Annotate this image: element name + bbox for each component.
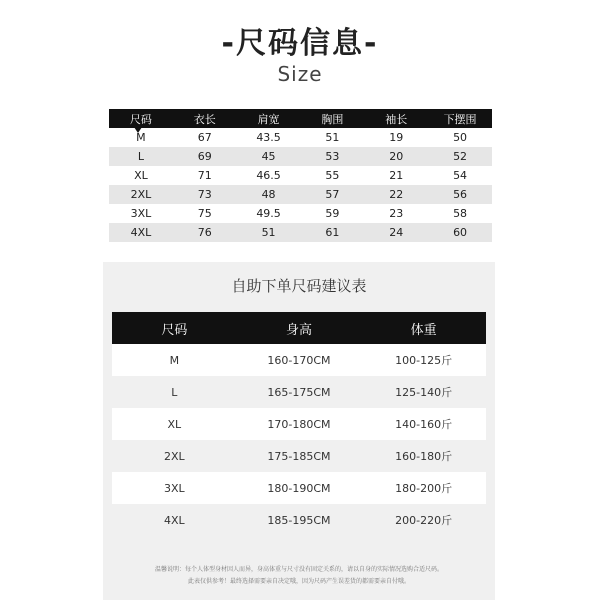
table-row [109, 223, 492, 242]
table-cell: 21 [364, 166, 428, 185]
table-cell: 50 [428, 128, 492, 147]
size-table-header [109, 109, 492, 128]
table-cell: 3XL [112, 472, 237, 504]
shoulder-col-header: 肩宽 [237, 109, 301, 128]
table-cell: 54 [428, 166, 492, 185]
table-cell: 75 [173, 204, 237, 223]
weight-col-header: 体重 [361, 312, 486, 344]
table-cell: 69 [173, 147, 237, 166]
table-cell: 55 [300, 166, 364, 185]
table-cell: 3XL [109, 204, 173, 223]
table-cell: 71 [173, 166, 237, 185]
table-cell: M [109, 128, 173, 147]
table-row [109, 166, 492, 185]
table-row [112, 344, 486, 376]
table-cell: 20 [364, 147, 428, 166]
table-cell: 200-220斤 [361, 504, 486, 536]
table-cell: 4XL [112, 504, 237, 536]
table-cell: 160-180斤 [361, 440, 486, 472]
table-row [112, 472, 486, 504]
table-row [109, 147, 492, 166]
table-row [112, 408, 486, 440]
table-cell: 100-125斤 [361, 344, 486, 376]
table-cell: 48 [237, 185, 301, 204]
table-row [109, 128, 492, 147]
table-cell: 4XL [109, 223, 173, 242]
table-cell: 60 [428, 223, 492, 242]
size-col-header: 尺码 [112, 312, 237, 344]
table-cell: 51 [300, 128, 364, 147]
table-cell: 160-170CM [237, 344, 362, 376]
table-row [112, 376, 486, 408]
table-cell: 170-180CM [237, 408, 362, 440]
page-subtitle: Size [277, 62, 323, 86]
table-cell: 46.5 [237, 166, 301, 185]
table-cell: 56 [428, 185, 492, 204]
size-table [109, 109, 492, 242]
chest-col-header: 胸围 [300, 109, 364, 128]
selected-size-marker-icon [134, 127, 142, 133]
table-cell: 51 [237, 223, 301, 242]
recommend-table [112, 312, 486, 536]
table-cell: 24 [364, 223, 428, 242]
length-col-header: 衣长 [173, 109, 237, 128]
page-title: -尺码信息- [221, 26, 379, 61]
table-cell: 49.5 [237, 204, 301, 223]
table-cell: 73 [173, 185, 237, 204]
note-line-2: 此表仅供参考！最终选择需要亲自决定哦，因为尺码产生误差货的都需要亲自付哦。 [187, 578, 410, 585]
table-cell: 59 [300, 204, 364, 223]
table-row [112, 504, 486, 536]
table-cell: 43.5 [237, 128, 301, 147]
size-col-header: 尺码 [109, 109, 173, 128]
table-cell: 53 [300, 147, 364, 166]
table-cell: 67 [173, 128, 237, 147]
note-line-1: 温馨说明：每个人体型身材因人而异，身高体重与尺寸没有固定关系的，请以自身的实际情况选购合适尺码。 [154, 566, 443, 573]
table-cell: 125-140斤 [361, 376, 486, 408]
table-cell: 61 [300, 223, 364, 242]
table-cell: 175-185CM [237, 440, 362, 472]
height-col-header: 身高 [237, 312, 362, 344]
table-cell: 185-195CM [237, 504, 362, 536]
table-cell: 2XL [112, 440, 237, 472]
table-row [109, 185, 492, 204]
table-cell: XL [109, 166, 173, 185]
table-cell: 140-160斤 [361, 408, 486, 440]
recommend-table-header [112, 312, 486, 344]
table-row [109, 204, 492, 223]
hem-col-header: 下摆围 [428, 109, 492, 128]
table-cell: 165-175CM [237, 376, 362, 408]
table-cell: L [112, 376, 237, 408]
sleeve-col-header: 袖长 [364, 109, 428, 128]
table-cell: 58 [428, 204, 492, 223]
recommend-title: 自助下单尺码建议表 [231, 277, 367, 295]
table-cell: 180-190CM [237, 472, 362, 504]
table-cell: M [112, 344, 237, 376]
table-row [112, 440, 486, 472]
table-cell: 76 [173, 223, 237, 242]
table-cell: 45 [237, 147, 301, 166]
table-cell: 180-200斤 [361, 472, 486, 504]
table-cell: 22 [364, 185, 428, 204]
table-cell: 57 [300, 185, 364, 204]
table-cell: L [109, 147, 173, 166]
table-cell: 19 [364, 128, 428, 147]
table-cell: 52 [428, 147, 492, 166]
table-cell: 2XL [109, 185, 173, 204]
table-cell: 23 [364, 204, 428, 223]
table-cell: XL [112, 408, 237, 440]
